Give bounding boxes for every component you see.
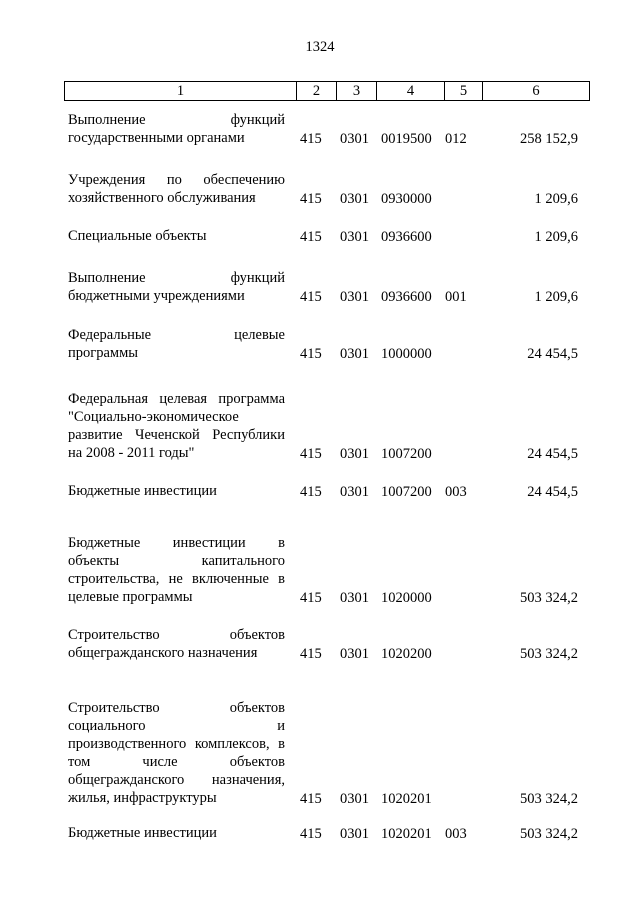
cell-col-6: 1 209,6	[534, 229, 578, 245]
description-line: хозяйственного обслуживания	[68, 190, 256, 206]
description-line: том числе объектов	[68, 754, 285, 770]
cell-col-4: 1020201	[381, 826, 432, 842]
row-description	[68, 326, 285, 362]
description-line: Строительство объектов	[68, 627, 285, 643]
row-description	[68, 699, 285, 807]
description-line: Федеральная целевая программа	[68, 391, 285, 407]
header-col-1: 1	[65, 82, 297, 100]
cell-col-4: 1020200	[381, 646, 432, 662]
description-line: Бюджетные инвестиции	[68, 483, 217, 499]
cell-col-4: 0936600	[381, 289, 432, 305]
cell-col-2: 415	[300, 229, 322, 245]
cell-col-5: 003	[445, 826, 467, 842]
cell-col-6: 24 454,5	[527, 446, 578, 462]
cell-col-4: 1007200	[381, 484, 432, 500]
cell-col-2: 415	[300, 791, 322, 807]
cell-col-6: 24 454,5	[527, 346, 578, 362]
description-line: Выполнение функций	[68, 270, 285, 286]
cell-col-6: 503 324,2	[520, 826, 578, 842]
cell-col-4: 1007200	[381, 446, 432, 462]
cell-col-2: 415	[300, 289, 322, 305]
header-col-5: 5	[445, 82, 483, 100]
row-description	[68, 390, 285, 462]
cell-col-2: 415	[300, 826, 322, 842]
header-col-3: 3	[337, 82, 377, 100]
cell-col-6: 24 454,5	[527, 484, 578, 500]
row-description	[68, 534, 285, 606]
cell-col-6: 503 324,2	[520, 646, 578, 662]
cell-col-3: 0301	[340, 131, 369, 147]
cell-col-2: 415	[300, 590, 322, 606]
row-description	[68, 269, 285, 305]
cell-col-4: 0019500	[381, 131, 432, 147]
description-line: Строительство объектов	[68, 700, 285, 716]
description-line: Бюджетные инвестиции	[68, 825, 217, 841]
row-description	[68, 171, 285, 207]
description-line: "Социально-экономическое	[68, 409, 239, 425]
cell-col-6: 503 324,2	[520, 590, 578, 606]
row-description	[68, 482, 285, 500]
row-description	[68, 626, 285, 662]
cell-col-4: 0930000	[381, 191, 432, 207]
cell-col-3: 0301	[340, 484, 369, 500]
description-line: целевые программы	[68, 589, 193, 605]
description-line: развитие Чеченской Республики	[68, 427, 285, 443]
cell-col-6: 1 209,6	[534, 289, 578, 305]
header-col-6: 6	[532, 83, 540, 99]
cell-col-3: 0301	[340, 346, 369, 362]
cell-col-4: 1020201	[381, 791, 432, 807]
cell-col-3: 0301	[340, 791, 369, 807]
description-line: строительства, не включенные в	[68, 571, 285, 587]
cell-col-3: 0301	[340, 826, 369, 842]
cell-col-5: 001	[445, 289, 467, 305]
cell-col-6: 258 152,9	[520, 131, 578, 147]
description-line: программы	[68, 345, 138, 361]
cell-col-5: 003	[445, 484, 467, 500]
cell-col-3: 0301	[340, 590, 369, 606]
description-line: производственного комплексов, в	[68, 736, 285, 752]
cell-col-2: 415	[300, 131, 322, 147]
description-line: Учреждения по обеспечению	[68, 172, 285, 188]
description-line: Бюджетные инвестиции в	[68, 535, 285, 551]
description-line: государственными органами	[68, 130, 245, 146]
cell-col-3: 0301	[340, 229, 369, 245]
header-col-2: 2	[297, 82, 337, 100]
cell-col-6: 503 324,2	[520, 791, 578, 807]
description-line: бюджетными учреждениями	[68, 288, 245, 304]
cell-col-2: 415	[300, 484, 322, 500]
row-description	[68, 824, 285, 842]
cell-col-4: 1020000	[381, 590, 432, 606]
cell-col-3: 0301	[340, 191, 369, 207]
cell-col-3: 0301	[340, 289, 369, 305]
table-header	[64, 81, 590, 101]
cell-col-6: 1 209,6	[534, 191, 578, 207]
cell-col-5: 012	[445, 131, 467, 147]
description-line: жилья, инфраструктуры	[68, 790, 217, 806]
description-line: на 2008 - 2011 годы"	[68, 445, 195, 461]
cell-col-3: 0301	[340, 446, 369, 462]
description-line: социального и	[68, 718, 285, 734]
cell-col-2: 415	[300, 446, 322, 462]
page-number: 1324	[305, 39, 335, 55]
cell-col-2: 415	[300, 646, 322, 662]
row-description	[68, 111, 285, 147]
cell-col-3: 0301	[340, 646, 369, 662]
description-line: Выполнение функций	[68, 112, 285, 128]
cell-col-4: 0936600	[381, 229, 432, 245]
row-description	[68, 227, 285, 245]
description-line: общегражданского назначения,	[68, 772, 285, 788]
cell-col-2: 415	[300, 191, 322, 207]
description-line: общегражданского назначения	[68, 645, 258, 661]
description-line: Федеральные целевые	[68, 327, 285, 343]
header-col-4: 4	[377, 82, 445, 100]
cell-col-2: 415	[300, 346, 322, 362]
description-line: объекты капитального	[68, 553, 285, 569]
description-line: Специальные объекты	[68, 228, 207, 244]
cell-col-4: 1000000	[381, 346, 432, 362]
